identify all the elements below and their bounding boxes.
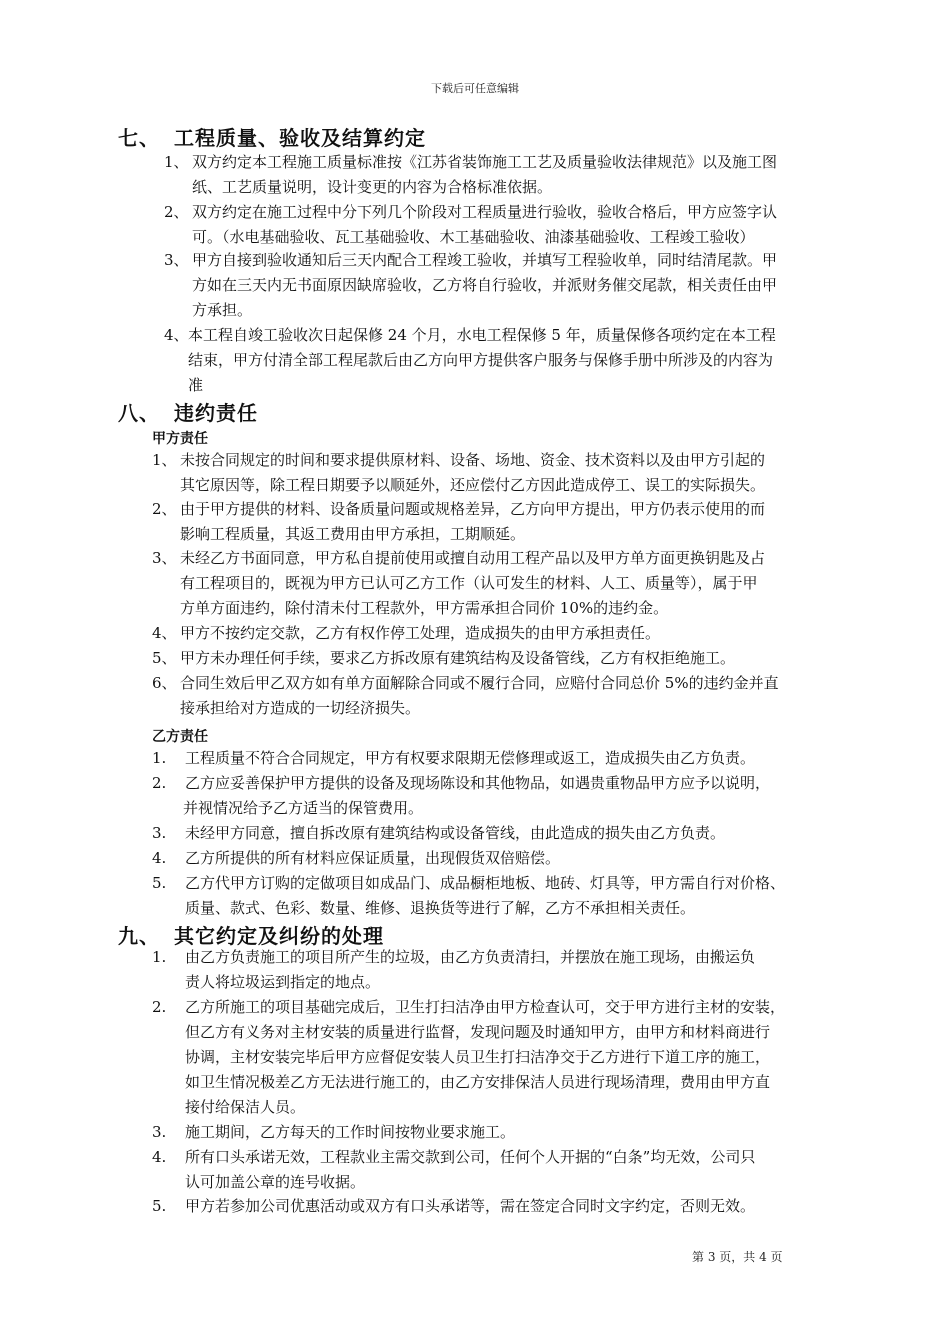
- item-number: 3.: [152, 1123, 167, 1141]
- item-number: 2.: [152, 998, 167, 1016]
- item-number: 3.: [152, 824, 167, 842]
- item-number: 1.: [152, 749, 167, 767]
- section-number: 九、: [118, 924, 160, 948]
- section-title-8: [118, 397, 258, 426]
- item-line: 双方约定在施工过程中分下列几个阶段对工程质量进行验收，验收合格后，甲方应签字认: [192, 203, 778, 221]
- list-item: [152, 448, 862, 498]
- list-item: [152, 995, 868, 1120]
- section-heading: 其它约定及纠纷的处理: [174, 924, 384, 948]
- item-number: 3、: [164, 251, 189, 269]
- party-b-heading: 乙方责任: [152, 729, 208, 745]
- item-line: 认可加盖公章的连号收据。: [185, 1173, 366, 1191]
- list-item: [152, 871, 868, 921]
- list-item: [164, 200, 864, 250]
- item-line: 未按合同规定的时间和要求提供原材料、设备、场地、资金、技术资料以及由甲方引起的: [180, 451, 766, 469]
- item-line: 影响工程质量，其返工费用由甲方承担，工期顺延。: [180, 525, 526, 543]
- item-line: 其它原因等，除工程日期要予以顺延外，还应偿付乙方因此造成停工、误工的实际损失。: [180, 476, 766, 494]
- list-item: [152, 646, 862, 671]
- item-line: 工程质量不符合合同规定，甲方有权要求限期无偿修理或返工，造成损失由乙方负责。: [185, 749, 756, 767]
- list-item: [152, 1120, 868, 1145]
- item-number: 2.: [152, 774, 167, 792]
- list-item: [152, 671, 862, 721]
- section-number: 七、: [118, 126, 160, 150]
- item-number: 6、: [152, 674, 177, 692]
- item-line: 方单方面违约，除付清未付工程款外，甲方需承担合同价 10%的违约金。: [180, 599, 669, 617]
- item-line: 甲方未办理任何手续，要求乙方拆改原有建筑结构及设备管线，乙方有权拒绝施工。: [180, 649, 736, 667]
- section-number: 八、: [118, 401, 160, 425]
- section-title-7: [118, 122, 426, 151]
- item-line: 本工程自竣工验收次日起保修 24 个月，水电工程保修 5 年，质量保修各项约定在本工程: [188, 326, 776, 344]
- item-line: 未经乙方书面同意，甲方私自提前使用或擅自动用工程产品以及甲方单方面更换钥匙及占: [180, 549, 766, 567]
- item-number: 4、: [164, 326, 189, 344]
- list-item: [152, 945, 868, 995]
- item-line: 协调，主材安装完毕后甲方应督促安装人员卫生打扫洁净交于乙方进行下道工序的施工，: [185, 1048, 771, 1066]
- item-line: 结束，甲方付清全部工程尾款后由乙方向甲方提供客户服务与保修手册中所涉及的内容为: [188, 351, 774, 369]
- item-number: 5.: [152, 1197, 167, 1215]
- item-number: 1、: [152, 451, 177, 469]
- item-line: 双方约定本工程施工质量标准按《江苏省装饰施工工艺及质量验收法律规范》以及施工图: [192, 153, 778, 171]
- item-line: 准: [188, 376, 204, 394]
- list-item: [152, 821, 862, 846]
- item-number: 4.: [152, 1148, 167, 1166]
- section-heading: 违约责任: [174, 401, 258, 425]
- item-line: 甲方自接到验收通知后三天内配合工程竣工验收，并填写工程验收单，同时结清尾款。甲: [192, 251, 778, 269]
- item-line: 所有口头承诺无效，工程款业主需交款到公司，任何个人开据的“白条”均无效，公司只: [185, 1148, 756, 1166]
- list-item: [152, 621, 862, 646]
- party-a-heading: 甲方责任: [152, 431, 208, 447]
- item-line: 乙方所施工的项目基础完成后，卫生打扫洁净由甲方检查认可，交于甲方进行主材的安装，: [185, 998, 786, 1016]
- item-line: 由于甲方提供的材料、设备质量问题或规格差异，乙方向甲方提出，甲方仍表示使用的而: [180, 500, 766, 518]
- item-line: 乙方所提供的所有材料应保证质量，出现假货双倍赔偿。: [185, 849, 561, 867]
- item-line: 乙方代甲方订购的定做项目如成品门、成品橱柜地板、地砖、灯具等，甲方需自行对价格、: [185, 874, 786, 892]
- list-item: [152, 1194, 868, 1219]
- list-item: [152, 497, 862, 547]
- item-number: 1、: [164, 153, 189, 171]
- item-number: 2、: [164, 203, 189, 221]
- list-item: [152, 546, 862, 621]
- list-item: [164, 248, 864, 323]
- item-line: 接付给保洁人员。: [185, 1098, 306, 1116]
- item-line: 施工期间，乙方每天的工作时间按物业要求施工。: [185, 1123, 516, 1141]
- item-line: 乙方应妥善保护甲方提供的设备及现场陈设和其他物品，如遇贵重物品甲方应予以说明，: [185, 774, 771, 792]
- item-line: 质量、款式、色彩、数量、维修、退换货等进行了解，乙方不承担相关责任。: [185, 899, 696, 917]
- list-item: [164, 150, 864, 200]
- page-header: 下载后可任意编辑: [431, 82, 519, 95]
- item-line: 如卫生情况极差乙方无法进行施工的，由乙方安排保洁人员进行现场清理，费用由甲方直: [185, 1073, 771, 1091]
- item-number: 4、: [152, 624, 177, 642]
- item-line: 由乙方负责施工的项目所产生的垃圾，由乙方负责清扫，并摆放在施工现场，由搬运负: [185, 948, 756, 966]
- item-number: 1.: [152, 948, 167, 966]
- item-line: 未经甲方同意，擅自拆改原有建筑结构或设备管线，由此造成的损失由乙方负责。: [185, 824, 726, 842]
- list-item: [152, 846, 862, 871]
- item-line: 可。（水电基础验收、瓦工基础验收、木工基础验收、油漆基础验收、工程竣工验收）: [192, 228, 755, 246]
- item-number: 4.: [152, 849, 167, 867]
- item-line: 但乙方有义务对主材安装的质量进行监督，发现问题及时通知甲方，由甲方和材料商进行: [185, 1023, 771, 1041]
- item-line: 合同生效后甲乙双方如有单方面解除合同或不履行合同，应赔付合同总价 5%的违约金并直: [180, 674, 779, 692]
- item-number: 5.: [152, 874, 167, 892]
- page-footer: 第 3 页，共 4 页: [692, 1250, 783, 1264]
- item-number: 3、: [152, 549, 177, 567]
- item-line: 方承担。: [192, 301, 253, 319]
- item-number: 5、: [152, 649, 177, 667]
- section-heading: 工程质量、验收及结算约定: [174, 126, 426, 150]
- item-line: 方如在三天内无书面原因缺席验收，乙方将自行验收，并派财务催交尾款，相关责任由甲: [192, 276, 778, 294]
- item-line: 纸、工艺质量说明，设计变更的内容为合格标准依据。: [192, 178, 553, 196]
- list-item: [152, 746, 862, 771]
- item-line: 并视情况给予乙方适当的保管费用。: [183, 799, 424, 817]
- item-line: 甲方若参加公司优惠活动或双方有口头承诺等，需在签定合同时文字约定，否则无效。: [185, 1197, 756, 1215]
- item-line: 接承担给对方造成的一切经济损失。: [180, 699, 421, 717]
- list-item: [152, 1145, 868, 1195]
- item-number: 2、: [152, 500, 177, 518]
- item-line: 甲方不按约定交款，乙方有权作停工处理，造成损失的由甲方承担责任。: [180, 624, 661, 642]
- list-item: [164, 323, 864, 398]
- item-line: 有工程项目的，既视为甲方已认可乙方工作（认可发生的材料、人工、质量等），属于甲: [180, 574, 758, 592]
- list-item: [152, 771, 862, 821]
- item-line: 责人将垃圾运到指定的地点。: [185, 973, 381, 991]
